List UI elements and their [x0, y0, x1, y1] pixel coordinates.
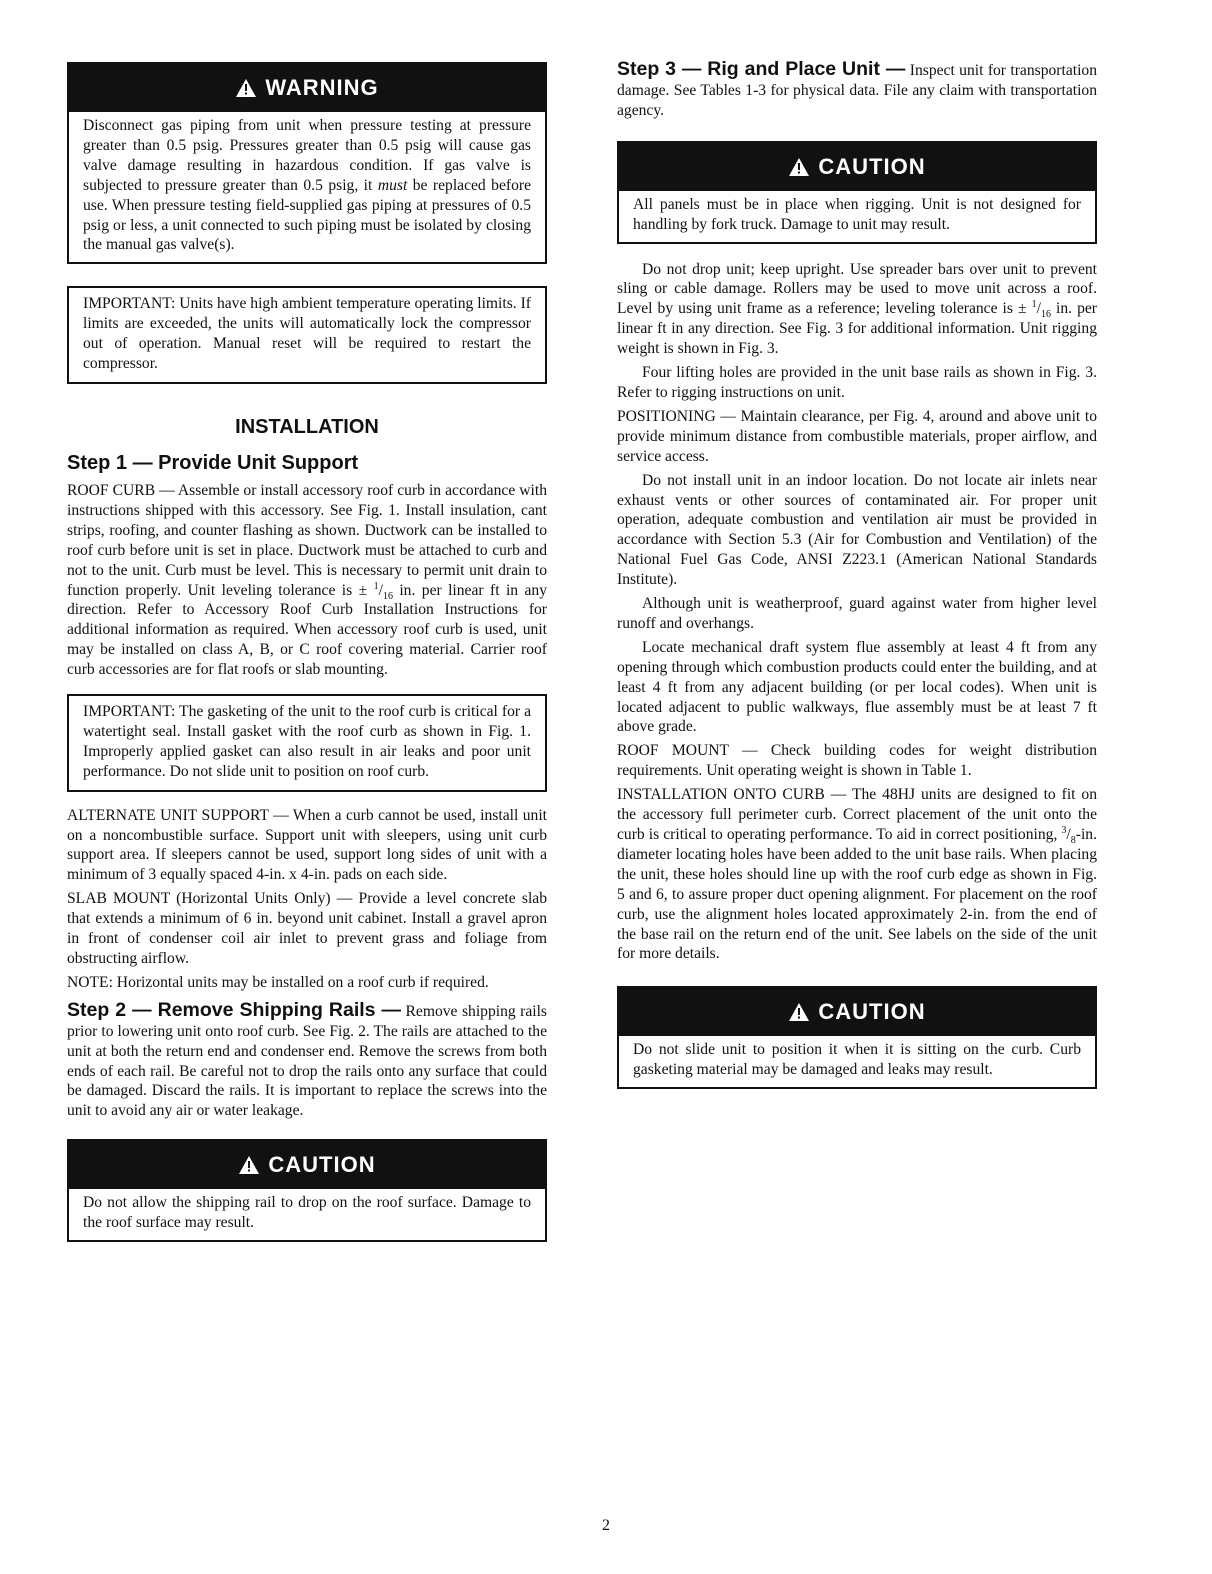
warning-box: [67, 62, 547, 264]
caution-body-rigging: [619, 191, 1095, 242]
step2-text: Remove shipping rails prior to lowering unit onto roof curb. See Fig. 2. The rails are attached to the unit at both the return end and condenser end. Remove the screws from both ends of each rail. Be careful not to drop the rails onto any surface that could be damaged. Discard the rails. It is important to replace the screws into the unit to avoid any air or water leakage.: [67, 1002, 548, 1120]
page-number: 2: [602, 1517, 610, 1534]
onto-curb-text-a: INSTALLATION ONTO CURB — The 48HJ units are designed to fit on the accessory full perimeter curb. Correct placement of the unit onto the curb is critical to operating performance. To aid in correct positioning,: [617, 786, 1097, 843]
important-box-gasket: [67, 694, 547, 792]
drop-unit-text-b: in. per linear ft in any direction. See Fig. 3 for additional information. Unit rigging weight is shown in Fig. 3.: [617, 300, 1097, 358]
caution-rigging-text: All panels must be in place when rigging. Unit is not designed for handling by fork truck. Damage to unit may result.: [633, 195, 1081, 233]
fraction-denominator: 16: [1040, 309, 1051, 321]
step3-paragraph: [617, 60, 1097, 121]
step3-text: Inspect unit for transportation damage. See Tables 1-3 for physical data. File any claim with transportation agency.: [617, 62, 1097, 119]
important-limits-text: IMPORTANT: Units have high ambient temperature operating limits. If limits are exceeded, the units will automatically lock the compressor out of operation. Manual reset will be required to restart the compressor.: [83, 295, 531, 373]
caution-body: [69, 1189, 545, 1240]
roof-curb-text-b: in. per linear ft in any direction. Refer to Accessory Roof Curb Installation Instructions for additional information as required. When accessory roof curb is used, unit may be installed on class A, B, or C roof covering material. Carrier roof curb accessories are for flat roofs or slab mounting.: [67, 581, 547, 679]
warning-header: [69, 64, 545, 112]
caution-curb-text: Do not slide unit to position it when it is sitting on the curb. Curb gasketing material may be damaged and leaks may result.: [633, 1041, 1081, 1079]
caution-header: [69, 1141, 545, 1189]
important-gasket-text: IMPORTANT: The gasketing of the unit to the roof curb is critical for a watertight seal. Install gasket with the roof curb as shown in Fig. 1. Improperly applied gasket can also result in air leaks and poor unit performance. Do not slide unit to position on roof curb.: [83, 703, 531, 780]
fraction-numerator: 1: [1031, 299, 1037, 311]
warning-emphasis: must: [377, 176, 408, 194]
warning-text-2: be replaced before use. When pressure testing field-supplied gas piping at pressures of 0.5 psig or less, a unit connected to such piping must be isolated by closing the manual gas valve(s).: [83, 176, 531, 254]
flue-assembly-paragraph: Locate mechanical draft system flue assembly at least 4 ft from any opening through which combustion products could enter the building, and at least 4 ft from any adjacent building (or per local codes). When unit is located adjacent to public walkways, flue assembly must be at least 7 ft above grade.: [617, 638, 1097, 736]
lifting-holes-paragraph: Four lifting holes are provided in the unit base rails as shown in Fig. 3. Refer to rigging instructions on unit.: [617, 364, 1097, 401]
installation-onto-curb-paragraph: INSTALLATION ONTO CURB — The 48HJ units are designed to fit on the accessory full perimeter curb. Correct placement of the unit onto the curb is critical to operating performance. To aid in correct positioning, $^3/_8-in$. diameter locating holes have been added to the unit base rails. When placing the unit, these holes should line up with the roof curb edge as shown in Fig. 5 and 6, to assure proper duct opening alignment. For placement on the roof curb, use the alignment holes located approximately 2-in. from the end of the base rail on the return end of the unit. See labels on the side of the unit for more details.: [617, 786, 1097, 963]
onto-curb-text-b: -in. diameter locating holes have been added to the unit base rails. When placing the unit, these holes should line up with the roof curb edge as shown in Fig. 5 and 6, to assure proper duct opening alignment. For placement on the roof curb, use the alignment holes located approximately 2-in. from the end of the base rail on the return end of the unit. See labels on the side of the unit for more details.: [617, 826, 1097, 963]
note-paragraph: NOTE: Horizontal units may be installed on a roof curb if required.: [67, 973, 489, 991]
important-box-limits: [67, 286, 547, 384]
drop-unit-text-a: Do not drop unit; keep upright. Use spreader bars over unit to prevent sling or cable damage. Rollers may be used to move unit across a roof. Level by using unit frame as a reference; leveling tolerance is ±: [617, 260, 1097, 318]
warning-text-1: Disconnect gas piping from unit when pressure testing at pressure greater than 0.5 psig. Pressures greater than 0.5 psig will cause gas valve damage resulting in hazardous condition. If gas valve is subjected to pressure greater than 0.5 psig, it: [83, 117, 531, 194]
caution-title: CAUTION: [268, 1152, 376, 1178]
step3-heading: Step 3 — Rig and Place Unit —: [617, 58, 906, 80]
step2-heading: Step 2 — Remove Shipping Rails —: [67, 998, 402, 1021]
caution-box-rails: [67, 1139, 547, 1242]
warning-body: [69, 112, 545, 262]
step1-heading: Step 1 — Provide Unit Support: [67, 451, 359, 474]
caution-triangle-icon: [788, 1002, 810, 1022]
roof-curb-paragraph: ROOF CURB — Assemble or install accessory roof curb in accordance with instructions shipped with this accessory. See Fig. 1. Install insulation, cant strips, roofing, and counter flashing as shown. Ductwork can be installed to roof curb before unit is set in place. Ductwork must be attached to curb and not to the unit. Curb must be level. This is necessary to permit unit drain to function properly. Unit leveling tolerance is ± $^1/_{16}$ in. per linear ft in any direction. Refer to Accessory Roof Curb Installation Instructions for additional information as required. When accessory roof curb is used, unit may be installed on class A, B, or C roof covering material. Carrier roof curb accessories are for flat roofs or slab mounting.: [67, 481, 547, 679]
caution-header-curb: [619, 988, 1095, 1036]
step2-paragraph: [67, 998, 548, 1121]
weatherproof-paragraph: Although unit is weatherproof, guard against water from higher level runoff and overhangs.: [617, 595, 1097, 632]
right-column: [617, 60, 1097, 1089]
warning-title: WARNING: [265, 75, 379, 100]
caution-title-curb: CAUTION: [818, 999, 926, 1025]
left-column: [67, 62, 547, 1242]
slab-mount-paragraph: SLAB MOUNT (Horizontal Units Only) — Provide a level concrete slab that extends a minimum of 6 in. beyond unit cabinet. Install a gravel apron in front of condenser coil air inlet to prevent grass and foliage from obstructing airflow.: [67, 890, 547, 967]
caution-triangle-icon: [238, 1155, 260, 1175]
caution-triangle-icon: [788, 157, 810, 177]
caution-box-rigging: [617, 141, 1097, 244]
indoor-location-paragraph: Do not install unit in an indoor location. Do not locate air inlets near exhaust vents or other sources of contaminated air. For proper unit operation, adequate combustion and ventilation air must be provided in accordance with Section 5.3 (Air for Combustion and Ventilation) of the National Fuel Gas Code, ANSI Z223.1 (American National Standards Institute).: [617, 471, 1097, 589]
caution-title-rigging: CAUTION: [818, 153, 926, 179]
fraction-numerator: 3: [1061, 824, 1067, 836]
fraction-denominator: 8: [1070, 835, 1076, 847]
positioning-paragraph: POSITIONING — Maintain clearance, per Fig. 4, around and above unit to provide minimum distance from combustible materials, proper airflow, and service access.: [617, 407, 1097, 465]
installation-heading: INSTALLATION: [235, 415, 379, 438]
roof-mount-paragraph: ROOF MOUNT — Check building codes for weight distribution requirements. Unit operating weight is shown in Table 1.: [617, 742, 1097, 780]
roof-curb-text-a: ROOF CURB — Assemble or install accessory roof curb in accordance with instructions shipped with this accessory. See Fig. 1. Install insulation, cant strips, roofing, and counter flashing as shown. Ductwork can be installed to roof curb before unit is set in place. Ductwork must be attached to curb and not to the unit. Curb must be level. This is necessary to permit unit drain to function properly. Unit leveling tolerance is ±: [67, 481, 547, 599]
drop-unit-paragraph: Do not drop unit; keep upright. Use spreader bars over unit to prevent sling or cable damage. Rollers may be used to move unit across a roof. Level by using unit frame as a reference; leveling tolerance is ± $^1/_{16}$ in. per linear ft in any direction. See Fig. 3 for additional information. Unit rigging weight is shown in Fig. 3.: [617, 260, 1097, 358]
caution-header-rigging: [619, 143, 1095, 191]
caution-body-curb: [619, 1036, 1095, 1087]
alternate-support-paragraph: ALTERNATE UNIT SUPPORT — When a curb cannot be used, install unit on a noncombustible surface. Support unit with sleepers, using unit curb support area. If sleepers cannot be used, support long sides of unit with a minimum of 3 equally spaced 4-in. x 4-in. pads on each side.: [67, 806, 547, 884]
caution-rails-text: Do not allow the shipping rail to drop on the roof surface. Damage to the roof surface may result.: [83, 1194, 531, 1232]
fraction-numerator: 1: [373, 580, 379, 592]
caution-box-curb: [617, 986, 1097, 1089]
warning-triangle-icon: [235, 78, 257, 98]
fraction-denominator: 16: [382, 590, 393, 602]
